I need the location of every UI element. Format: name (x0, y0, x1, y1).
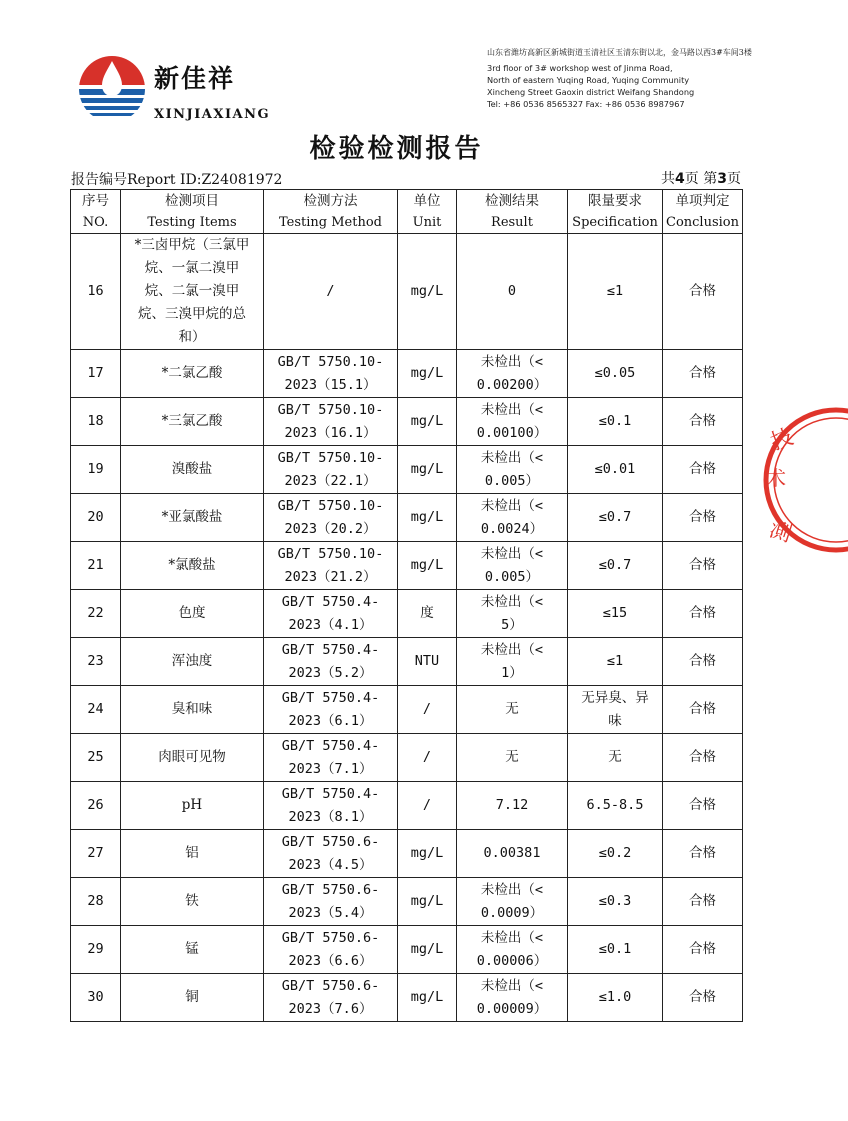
cell-item (121, 398, 264, 446)
company-logo (78, 55, 278, 127)
cell-item (121, 830, 264, 878)
cell-spec-line: ≤0.1 (598, 413, 632, 429)
cell-method (264, 494, 398, 542)
cell-result-line: 0.00006） (476, 952, 548, 969)
cell-item (121, 782, 264, 830)
cell-method-line: GB/T 5750.6- (281, 929, 380, 946)
cell-result (457, 350, 568, 398)
cell-unit: mg/L (398, 234, 457, 350)
cell-item (121, 638, 264, 686)
cell-unit: NTU (398, 638, 457, 686)
cell-item (121, 878, 264, 926)
cell-result-line: 0.00100） (476, 424, 548, 441)
header-label-en: NO. (82, 214, 109, 230)
cell-no: 20 (71, 494, 121, 542)
cell-conclusion: 合格 (663, 974, 743, 1022)
cell-item (121, 974, 264, 1022)
cell-result-line: 无 (505, 749, 519, 765)
cell-result-line: 未检出（< (480, 641, 544, 658)
cell-method (264, 398, 398, 446)
cell-no: 29 (71, 926, 121, 974)
header-label-cn: 限量要求 (588, 192, 642, 209)
cell-unit: mg/L (398, 830, 457, 878)
cell-spec (568, 734, 663, 782)
cell-no: 18 (71, 398, 121, 446)
cell-item-line: *氯酸盐 (168, 557, 216, 573)
results-table (70, 189, 743, 1022)
cell-result-line: 0.0024） (480, 520, 544, 537)
cell-no: 27 (71, 830, 121, 878)
table-row (71, 686, 743, 734)
header-label-cn: 单位 (413, 192, 441, 209)
cell-method-line: GB/T 5750.4- (281, 641, 380, 658)
cell-result (457, 974, 568, 1022)
address-cn: 山东省潍坊高新区新城街道玉清社区玉清东街以北，金马路以西3#车间3楼 (487, 48, 752, 57)
cell-no: 23 (71, 638, 121, 686)
header-col-unit (398, 190, 457, 234)
cell-no: 26 (71, 782, 121, 830)
cell-result-line: 未检出（< (480, 449, 544, 466)
table-row (71, 830, 743, 878)
cell-result-line: 0.00009） (476, 1000, 548, 1017)
cell-result-line: 未检出（< (480, 353, 544, 370)
header-col-no (71, 190, 121, 234)
cell-spec-line: ≤0.01 (594, 461, 636, 477)
cell-conclusion: 合格 (663, 926, 743, 974)
table-row (71, 398, 743, 446)
cell-method-line: 2023（7.1） (288, 760, 373, 777)
cell-conclusion: 合格 (663, 638, 743, 686)
cell-spec (568, 830, 663, 878)
address-contact-line: Tel: +86 0536 8565327 Fax: +86 0536 8987967 (487, 99, 685, 109)
cell-spec (568, 974, 663, 1022)
cell-spec-line: 无 (608, 749, 622, 765)
cell-item (121, 494, 264, 542)
cell-unit: mg/L (398, 446, 457, 494)
header-label-en: Specification (572, 214, 658, 230)
cell-method-line: 2023（5.2） (288, 664, 373, 681)
cell-method-line: GB/T 5750.4- (281, 737, 380, 754)
cell-unit: mg/L (398, 350, 457, 398)
cell-item-line: 烷、一氯二溴甲 (144, 260, 240, 276)
cell-unit: / (398, 734, 457, 782)
header-col-conclusion (663, 190, 743, 234)
cell-result-line: 未检出（< (480, 593, 544, 610)
cell-item-line: 锰 (185, 941, 199, 957)
cell-result-line: 未检出（< (480, 977, 544, 994)
header-col-item (121, 190, 264, 234)
cell-result (457, 638, 568, 686)
cell-result (457, 734, 568, 782)
cell-spec-line: ≤0.7 (598, 509, 632, 525)
cell-method-line: 2023（20.2） (284, 520, 377, 537)
cell-conclusion: 合格 (663, 234, 743, 350)
cell-result-line: 5） (501, 616, 523, 633)
cell-no: 30 (71, 974, 121, 1022)
cell-no: 28 (71, 878, 121, 926)
cell-method-line: GB/T 5750.6- (281, 977, 380, 994)
cell-method (264, 590, 398, 638)
header-label-cn: 序号 (82, 192, 109, 209)
table-row (71, 926, 743, 974)
report-title: 检验检测报告 (309, 134, 484, 164)
cell-conclusion: 合格 (663, 590, 743, 638)
cell-item (121, 234, 264, 350)
cell-result-line: 1） (501, 664, 523, 681)
cell-spec-line: ≤1 (606, 283, 624, 299)
cell-spec-line: 味 (608, 712, 622, 729)
header-label-cn: 检测项目 (165, 192, 219, 209)
cell-result-line: 0.005） (484, 472, 540, 489)
table-header-row (71, 190, 743, 234)
table-row (71, 542, 743, 590)
cell-method-line: GB/T 5750.10- (277, 545, 384, 562)
cell-method-line: GB/T 5750.10- (277, 401, 384, 418)
header-col-result (457, 190, 568, 234)
cell-unit: 度 (398, 590, 457, 638)
cell-spec-line: ≤0.3 (598, 893, 632, 909)
cell-result-line: 0.0009） (480, 904, 544, 921)
cell-method-line: GB/T 5750.4- (281, 593, 380, 610)
cell-conclusion: 合格 (663, 398, 743, 446)
cell-conclusion: 合格 (663, 350, 743, 398)
cell-method (264, 686, 398, 734)
cell-result-line: 0.005） (484, 568, 540, 585)
cell-result (457, 542, 568, 590)
cell-result-line: 无 (505, 701, 519, 717)
cell-method (264, 638, 398, 686)
header-label-cn: 单项判定 (675, 192, 730, 209)
cell-result-line: 未检出（< (480, 929, 544, 946)
cell-spec (568, 590, 663, 638)
cell-item-line: 色度 (178, 605, 206, 621)
cell-spec-line: ≤0.2 (598, 845, 632, 861)
cell-result (457, 926, 568, 974)
cell-spec-line: ≤15 (602, 605, 628, 621)
cell-method (264, 878, 398, 926)
table-row (71, 974, 743, 1022)
cell-no: 16 (71, 234, 121, 350)
svg-text:技: 技 (767, 424, 797, 456)
cell-spec (568, 350, 663, 398)
cell-item-line: *三氯乙酸 (161, 413, 223, 429)
cell-item-line: 铁 (185, 893, 199, 909)
cell-result-line: 未检出（< (480, 545, 544, 562)
cell-result-line: 0.00381 (483, 845, 541, 861)
cell-unit: / (398, 782, 457, 830)
table-row (71, 782, 743, 830)
table-row (71, 590, 743, 638)
cell-result-line: 未检出（< (480, 881, 544, 898)
cell-unit: / (398, 686, 457, 734)
cell-result (457, 830, 568, 878)
cell-method-line: 2023（21.2） (284, 568, 377, 585)
cell-result-line: 0 (507, 283, 517, 299)
header-label-en: Testing Method (279, 214, 382, 230)
cell-item-line: *三卤甲烷（三氯甲 (134, 237, 250, 253)
cell-unit: mg/L (398, 878, 457, 926)
cell-spec (568, 446, 663, 494)
cell-result-line: 未检出（< (480, 401, 544, 418)
cell-item (121, 350, 264, 398)
cell-method (264, 350, 398, 398)
cell-method-line: GB/T 5750.4- (281, 785, 380, 802)
report-number: 报告编号Report ID:Z24081972 (71, 172, 283, 188)
cell-item-line: 铜 (185, 989, 199, 1005)
cell-conclusion: 合格 (663, 446, 743, 494)
cell-method-line: 2023（16.1） (284, 424, 377, 441)
cell-item-line: pH (181, 797, 203, 813)
cell-method-line: GB/T 5750.6- (281, 881, 380, 898)
cell-method-line: 2023（6.1） (288, 712, 373, 729)
cell-method (264, 782, 398, 830)
cell-spec (568, 494, 663, 542)
address-en-line: North of eastern Yuqing Road, Yuqing Community (487, 75, 690, 85)
brand-name-en: XINJIAXIANG (154, 107, 271, 122)
svg-text:术: 术 (766, 466, 786, 490)
cell-result (457, 590, 568, 638)
cell-method-line: 2023（5.4） (288, 904, 373, 921)
cell-item-line: 烷、三溴甲烷的总 (138, 306, 246, 322)
header-label-en: Conclusion (666, 214, 739, 230)
cell-item-line: 铝 (185, 845, 199, 861)
table-row (71, 446, 743, 494)
address-en-line: 3rd floor of 3# workshop west of Jinma Road, (487, 63, 673, 73)
table-row (71, 350, 743, 398)
header-label-en: Unit (412, 214, 442, 230)
header-col-spec (568, 190, 663, 234)
page-indicator: 共4页 第3页 (661, 171, 741, 187)
cell-spec-line: ≤0.1 (598, 941, 632, 957)
header-label-en: Testing Items (147, 214, 237, 230)
cell-conclusion: 合格 (663, 542, 743, 590)
cell-conclusion: 合格 (663, 878, 743, 926)
company-logo-icon (78, 55, 146, 123)
cell-item (121, 590, 264, 638)
cell-method-line: GB/T 5750.10- (277, 353, 384, 370)
cell-conclusion: 合格 (663, 686, 743, 734)
cell-result (457, 234, 568, 350)
cell-method-line: 2023（4.1） (288, 616, 373, 633)
cell-conclusion: 合格 (663, 830, 743, 878)
cell-item-line: *二氯乙酸 (161, 365, 223, 381)
cell-conclusion: 合格 (663, 734, 743, 782)
cell-item-line: 浑浊度 (171, 653, 213, 669)
cell-method-line: 2023（8.1） (288, 808, 373, 825)
svg-text:測: 測 (766, 516, 795, 548)
cell-result (457, 782, 568, 830)
cell-method-line: GB/T 5750.10- (277, 449, 384, 466)
cell-no: 19 (71, 446, 121, 494)
cell-method (264, 830, 398, 878)
table-row (71, 494, 743, 542)
cell-spec-line: ≤0.05 (594, 365, 636, 381)
table-row (71, 638, 743, 686)
cell-item (121, 542, 264, 590)
cell-method (264, 974, 398, 1022)
cell-spec-line: 6.5-8.5 (586, 797, 644, 813)
cell-no: 22 (71, 590, 121, 638)
cell-spec (568, 234, 663, 350)
cell-item (121, 686, 264, 734)
cell-unit: mg/L (398, 974, 457, 1022)
cell-item (121, 926, 264, 974)
cell-method-line: 2023（6.6） (288, 952, 373, 969)
cell-method-line: GB/T 5750.10- (277, 497, 384, 514)
cell-unit: mg/L (398, 926, 457, 974)
header-label-cn: 检测方法 (303, 192, 358, 209)
cell-item-line: 烷、二氯一溴甲 (144, 283, 240, 299)
table-row (71, 234, 743, 350)
cell-item-line: 臭和味 (171, 701, 213, 717)
cell-spec (568, 782, 663, 830)
cell-spec (568, 398, 663, 446)
cell-unit: mg/L (398, 494, 457, 542)
cell-spec-line: 无异臭、异 (581, 689, 649, 706)
cell-no: 21 (71, 542, 121, 590)
header-label-cn: 检测结果 (485, 192, 539, 209)
cell-spec (568, 878, 663, 926)
brand-name-cn: 新佳祥 (154, 64, 236, 93)
cell-method (264, 926, 398, 974)
cell-result (457, 494, 568, 542)
cell-method (264, 446, 398, 494)
cell-method-line: 2023（7.6） (288, 1000, 373, 1017)
cell-item (121, 446, 264, 494)
cell-result (457, 686, 568, 734)
company-address (487, 47, 787, 110)
cell-result-line: 7.12 (495, 797, 529, 813)
cell-method (264, 542, 398, 590)
cell-item-line: 和） (178, 329, 206, 345)
cell-spec (568, 542, 663, 590)
header-col-method (264, 190, 398, 234)
cell-method (264, 734, 398, 782)
header-label-en: Result (491, 214, 533, 230)
cell-spec (568, 686, 663, 734)
cell-no: 17 (71, 350, 121, 398)
cell-spec-line: ≤1.0 (598, 989, 632, 1005)
cell-item-line: 肉眼可见物 (158, 749, 226, 765)
cell-unit: mg/L (398, 542, 457, 590)
cell-no: 25 (71, 734, 121, 782)
cell-unit: mg/L (398, 398, 457, 446)
cell-method-line: / (326, 283, 335, 299)
cell-result-line: 未检出（< (480, 497, 544, 514)
table-row (71, 878, 743, 926)
cell-method-line: GB/T 5750.6- (281, 833, 380, 850)
cell-item-line: 溴酸盐 (171, 461, 213, 477)
cell-no: 24 (71, 686, 121, 734)
cell-method (264, 234, 398, 350)
cell-spec-line: ≤0.7 (598, 557, 632, 573)
cell-method-line: GB/T 5750.4- (281, 689, 380, 706)
table-row (71, 734, 743, 782)
cell-method-line: 2023（22.1） (284, 472, 377, 489)
cell-result-line: 0.00200） (476, 376, 548, 393)
cell-spec-line: ≤1 (606, 653, 624, 669)
seal-stamp (758, 405, 848, 555)
cell-spec (568, 638, 663, 686)
cell-result (457, 398, 568, 446)
cell-conclusion: 合格 (663, 494, 743, 542)
cell-method-line: 2023（15.1） (284, 376, 377, 393)
address-en-line: Xincheng Street Gaoxin district Weifang Shandong (487, 87, 695, 97)
cell-item-line: *亚氯酸盐 (161, 509, 223, 525)
cell-conclusion: 合格 (663, 782, 743, 830)
cell-item (121, 734, 264, 782)
cell-result (457, 878, 568, 926)
cell-result (457, 446, 568, 494)
cell-method-line: 2023（4.5） (288, 856, 373, 873)
cell-spec (568, 926, 663, 974)
